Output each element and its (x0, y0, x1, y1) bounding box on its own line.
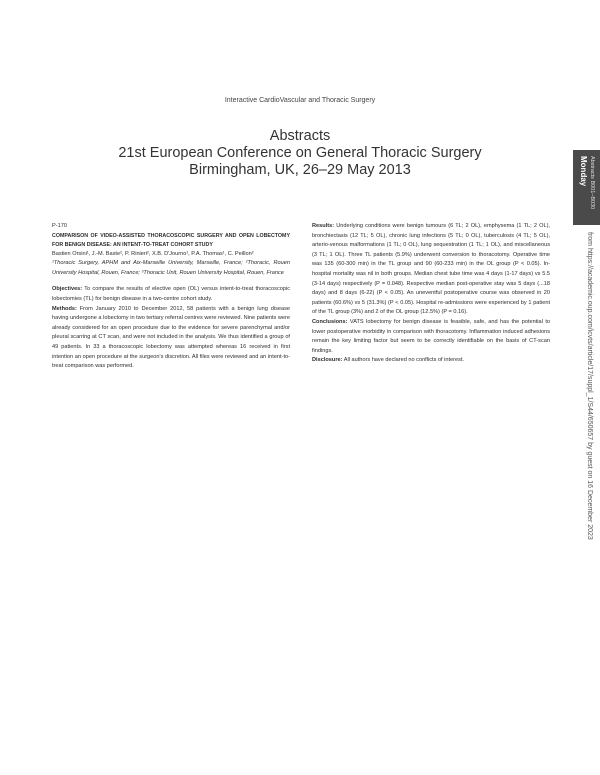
conclusions-label: Conclusions: (312, 318, 348, 325)
abstract-id: P-170 (52, 223, 67, 229)
methods-text: From January 2010 to December 2012, 58 patients with a benign lung disease having undergone a lobectomy in two tertiary referral centres were reviewed. Nine patients were already considered for an open procedure due to the evidence for severe parenchymal and/or pleural scarring at CT scan, and were not included in the analysis. We thus identified a group of 49 patients. In 33 a thoracoscopic lobectomy was attempted whereas 16 received in first intention an open procedure at the surgeon's discretion. All files were reviewed and an intent-to-treat comparison was performed. (52, 305, 290, 370)
conference-name: 21st European Conference on General Thoracic Surgery (118, 145, 482, 161)
conclusions-text: VATS lobectomy for benign disease is feasible, safe, and has the potential to lower postoperative morbidity in comparison with thoracotomy. Inflammation induced adhesions remain the key limiting factor but seem to be correctly identifiable on the basis of CT-scan findings. (312, 318, 550, 354)
running-head: Interactive CardioVascular and Thoracic Surgery (224, 97, 376, 104)
abstract-authors: Bastien Orsini¹, J.-M. Baste², P. Rinieri², X.B. D'Journo¹, P.A. Thomas¹, C. Peillon² (52, 250, 254, 257)
objectives-paragraph (52, 285, 290, 304)
day-label: Monday (579, 156, 588, 187)
page-title-block (60, 128, 540, 179)
abstract-affiliations: ¹Thoracic Surgery, APHM and Aix-Marseille University, Marseille, France; ²Thoracic, Rouen University Hospital, Rouen, France; ³Thoracic Unit, Rouen University Hospital, Rouen, France (52, 260, 290, 276)
conclusions-paragraph (312, 318, 550, 356)
results-label: Results: (312, 223, 335, 229)
objectives-text: To compare the results of elective open (OL) versus intent-to-treat thoracoscopic lobectomies (TL) for benign disease in a two-centre cohort study. (52, 286, 290, 302)
disclosure-paragraph (312, 356, 550, 366)
abstract-column-right (312, 222, 550, 366)
disclosure-text: All authors have declared no conflicts of interest. (342, 357, 465, 364)
results-paragraph (312, 222, 550, 318)
methods-paragraph (52, 305, 290, 372)
section-range-label: Abstracts B001–B030 (589, 156, 595, 210)
conference-location-date: Birmingham, UK, 26–29 May 2013 (189, 162, 411, 178)
abstract-column-left (52, 222, 290, 372)
abstract-title: COMPARISON OF VIDEO-ASSISTED THORACOSCOPIC SURGERY AND OPEN LOBECTOMY FOR BENIGN DISEASE: AN INTENT-TO-TREAT COHORT STUDY (52, 232, 290, 248)
results-text: Underlying conditions were benign tumours (6 TL; 2 OL), emphysema (1 TL; 2 OL), bronchiectasis (12 TL; 5 OL), chronic lung infections (5 TL; 0 OL), tuberculosis (4 TL; 5 OL), arterio-venous malformations (1 TL; 0 OL), lung sequestration (1 TL; 1 OL), and miscellaneous (3 TL; 1 OL). Three TL patients (5.9%) underwent conversion to thoracotomy. Operative time was 135 (60-300 min) in the TL group and 90 (60-233 min) in the OL group (P < 0.05). In-hospital mortality was nil in both groups. Median chest tube time was 4 days (1-17 days) vs 5.5 (3-14 days) respectively (P = 0.048). Respective median post-operative stay was 5 days (...18 days) and 8 days (6-22) (P < 0.05). An uneventful postoperative course was observed in 20 patients (60.6%) vs 5 (31.3%) (P < 0.05). Hospital re-admissions were experienced by 1 patient of the TL group (3%) and 2 of the OL group (12.5%) (P = 0.16). (312, 223, 550, 316)
download-watermark: from https://academic.oup.com/icvts/article/17/suppl_1/S44/650657 by guest on 16 December 2023 (586, 232, 593, 540)
disclosure-label: Disclosure: (312, 357, 343, 364)
objectives-label: Objectives: (52, 286, 83, 293)
section-title: Abstracts (269, 128, 331, 144)
methods-label: Methods: (52, 305, 77, 312)
day-side-tab (573, 150, 600, 225)
